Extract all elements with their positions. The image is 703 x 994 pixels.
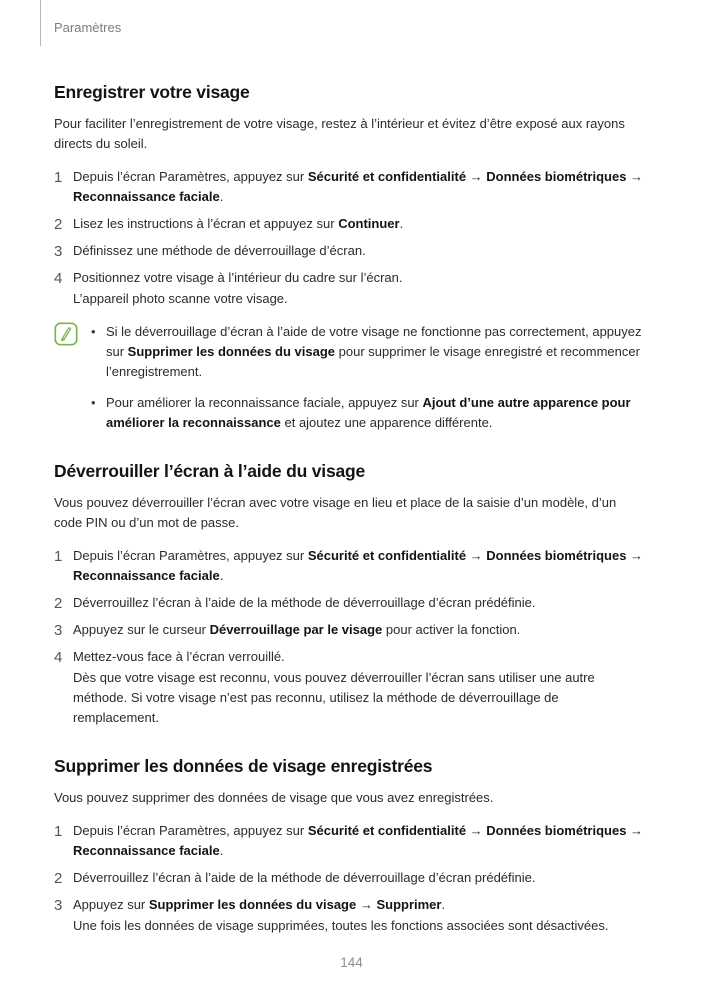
- step-text: [73, 647, 648, 728]
- section-title: Déverrouiller l’écran à l’aide du visage: [54, 461, 366, 481]
- step-item: [54, 167, 648, 207]
- step-number: 3: [54, 243, 63, 260]
- bullet-icon: •: [91, 324, 96, 339]
- page-content: [0, 80, 703, 936]
- section-intro: Vous pouvez déverrouiller l’écran avec votre visage en lieu et place de la saisie d’un modèle, d’un code PIN ou d’un mot de passe.: [54, 495, 617, 530]
- note-bullet-list: [91, 322, 648, 433]
- step-number: 1: [54, 169, 63, 186]
- step-item: [54, 214, 648, 234]
- step-item: [54, 241, 648, 261]
- step-item: [54, 647, 648, 728]
- step-list: [54, 167, 648, 309]
- step-number: 4: [54, 649, 63, 666]
- step-text: Déverrouillez l’écran à l’aide de la méthode de déverrouillage d’écran prédéfinie.: [73, 870, 536, 885]
- step-text: Depuis l’écran Paramètres, appuyez sur Sécurité et confidentialité → Données biométriques → Reconnaissance faciale.: [73, 548, 644, 583]
- step-text: Depuis l’écran Paramètres, appuyez sur Sécurité et confidentialité → Données biométriques → Reconnaissance faciale.: [73, 169, 644, 204]
- note-icon: [54, 322, 78, 346]
- page-header: [0, 0, 703, 46]
- header-divider: [40, 0, 41, 46]
- step-main-text: Mettez-vous face à l’écran verrouillé.: [73, 649, 285, 664]
- step-text: [73, 895, 648, 936]
- step-item: [54, 593, 648, 613]
- step-main-text: Appuyez sur Supprimer les données du visage → Supprimer.: [73, 897, 446, 912]
- note-bullet-item: [91, 322, 648, 382]
- step-text: Lisez les instructions à l’écran et appuyez sur Continuer.: [73, 216, 404, 231]
- step-number: 2: [54, 595, 63, 612]
- step-item: [54, 821, 648, 861]
- chapter-title: Paramètres: [54, 20, 122, 35]
- section-register-face: [54, 80, 648, 433]
- step-number: 2: [54, 870, 63, 887]
- page-footer: [0, 954, 703, 972]
- step-text: Depuis l’écran Paramètres, appuyez sur Sécurité et confidentialité → Données biométriques → Reconnaissance faciale.: [73, 823, 644, 858]
- section-intro: Vous pouvez supprimer des données de visage que vous avez enregistrées.: [54, 790, 494, 805]
- step-number: 3: [54, 622, 63, 639]
- section-title: Enregistrer votre visage: [54, 82, 250, 102]
- step-number: 3: [54, 897, 63, 914]
- step-text: [73, 268, 648, 309]
- step-text: Déverrouillez l’écran à l’aide de la méthode de déverrouillage d’écran prédéfinie.: [73, 595, 536, 610]
- step-text: Appuyez sur le curseur Déverrouillage par le visage pour activer la fonction.: [73, 622, 521, 637]
- step-number: 4: [54, 270, 63, 287]
- step-subtext: Une fois les données de visage supprimées, toutes les fonctions associées sont désactivées.: [73, 918, 609, 933]
- note-bullet-item: [91, 393, 648, 433]
- section-unlock-with-face: [54, 459, 648, 728]
- note-bullet-text: Si le déverrouillage d’écran à l’aide de votre visage ne fonctionne pas correctement, appuyez sur Supprimer les données du visage pour supprimer le visage enregistré et recommencer l’enregistrement.: [106, 324, 642, 379]
- step-item: [54, 268, 648, 309]
- step-list: [54, 546, 648, 728]
- step-list: [54, 821, 648, 936]
- step-subtext: L’appareil photo scanne votre visage.: [73, 291, 288, 306]
- section-title: Supprimer les données de visage enregistrées: [54, 756, 433, 776]
- step-main-text: Positionnez votre visage à l’intérieur du cadre sur l’écran.: [73, 270, 403, 285]
- step-item: [54, 895, 648, 936]
- step-number: 2: [54, 216, 63, 233]
- step-item: [54, 620, 648, 640]
- step-item: [54, 546, 648, 586]
- step-number: 1: [54, 548, 63, 565]
- bullet-icon: •: [91, 395, 96, 410]
- step-number: 1: [54, 823, 63, 840]
- note-bullet-text: Pour améliorer la reconnaissance faciale, appuyez sur Ajout d’une autre apparence pour améliorer la reconnaissance et ajoutez une apparence différente.: [106, 395, 631, 430]
- page-number: 144: [340, 955, 363, 970]
- section-intro: Pour faciliter l’enregistrement de votre visage, restez à l’intérieur et évitez d’être exposé aux rayons directs du soleil.: [54, 116, 625, 151]
- note-box: [54, 322, 648, 433]
- section-delete-face-data: [54, 754, 648, 936]
- step-item: [54, 868, 648, 888]
- step-subtext: Dès que votre visage est reconnu, vous pouvez déverrouiller l’écran sans utiliser une autre méthode. Si votre visage n’est pas reconnu, utilisez la méthode de déverrouillage de remplacement.: [73, 670, 595, 725]
- step-text: Définissez une méthode de déverrouillage d’écran.: [73, 243, 366, 258]
